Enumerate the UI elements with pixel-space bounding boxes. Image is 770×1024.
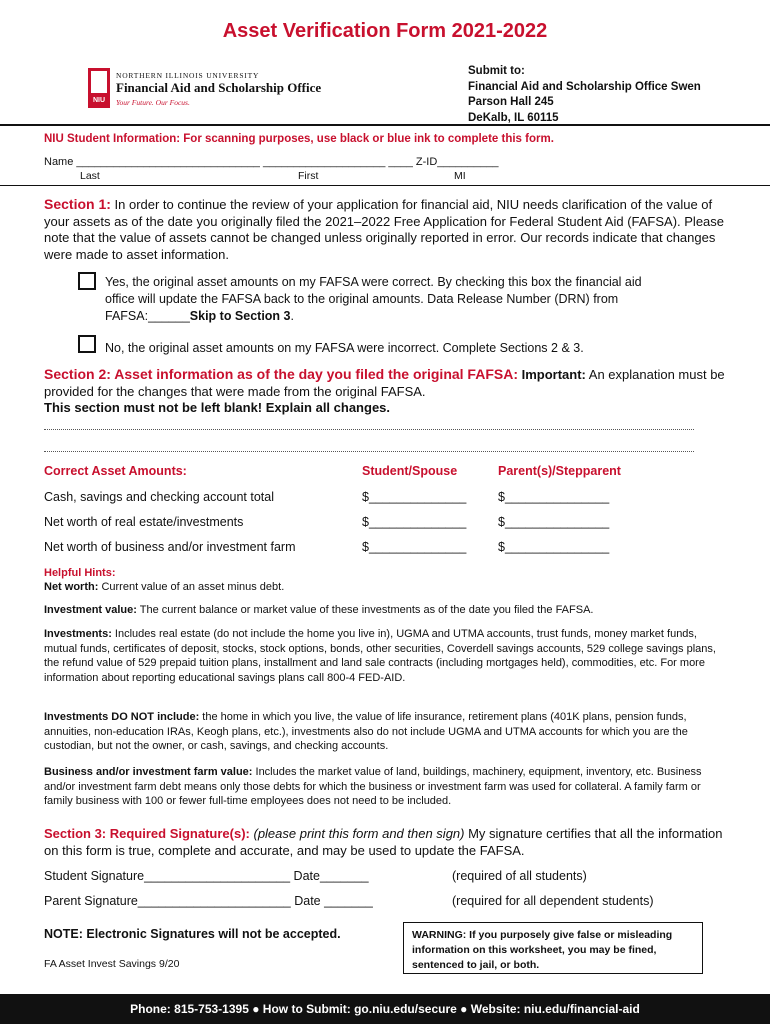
parent-amount-field[interactable]: $_______________ — [498, 515, 610, 529]
submit-to-address: Submit to: Financial Aid and Scholarship Office Swen Parson Hall 245 DeKalb, IL 60115 — [468, 65, 701, 124]
hint-item: Investments DO NOT include: the home in which you live, the value of life insurance, retirement plans (401K plans, pension funds, annuities, non-education IRAs, Keogh plans, etc.), investments also do not include UGMA and UTMA accounts for which you are the custodian, but not the owner, or cash, savings, and checking accounts. — [44, 711, 688, 752]
asset-row-label: Cash, savings and checking account total — [44, 490, 274, 504]
student-info-heading: NIU Student Information: For scanning purposes, use black or blue ink to complete this form. — [44, 133, 554, 145]
niu-logo: NIU NORTHERN ILLINOIS UNIVERSITY Financial Aid and Scholarship Office Your Future. Our Focus. — [88, 68, 348, 110]
student-column-heading: Student/Spouse — [362, 464, 458, 478]
student-signature-note: (required of all students) — [452, 869, 587, 883]
section2-text: Section 2: Asset information as of the day you filed the original FAFSA: Important: An explanation must be provided for the changes that were made from the original FAFSA. This section must not be left blank! Explain all changes. — [44, 366, 725, 415]
student-amount-field[interactable]: $______________ — [362, 490, 467, 504]
first-label: First — [298, 170, 319, 182]
electronic-signature-note: NOTE: Electronic Signatures will not be accepted. — [44, 927, 341, 941]
form-id: FA Asset Invest Savings 9/20 — [44, 958, 180, 970]
parent-column-heading: Parent(s)/Stepparent — [498, 464, 621, 478]
hint-item: Net worth: Current value of an asset minus debt. — [44, 581, 285, 593]
divider — [0, 124, 770, 126]
footer-contact: Phone: 815-753-1395 ● How to Submit: go.niu.edu/secure ● Website: niu.edu/financial-aid — [0, 994, 770, 1024]
hint-item: Business and/or investment farm value: Includes the market value of land, buildings, machinery, equipment, inventory, etc. Business and/or investment farm debt means only those debts for which the business or investment farm was used for collateral. A family farm or family business with 100 or fewer full-time employees does not need to be included. — [44, 766, 702, 807]
parent-signature-note: (required for all dependent students) — [452, 894, 654, 908]
name-field[interactable]: Name ______________________________ ____________________ ____ Z-ID__________ — [44, 156, 499, 168]
divider — [0, 185, 770, 186]
parent-amount-field[interactable]: $_______________ — [498, 490, 610, 504]
last-label: Last — [80, 170, 100, 182]
option-no-text: No, the original asset amounts on my FAFSA were incorrect. Complete Sections 2 & 3. — [105, 341, 584, 355]
explanation-line[interactable] — [44, 450, 694, 452]
parent-amount-field[interactable]: $_______________ — [498, 540, 610, 554]
parent-signature-field[interactable]: Parent Signature______________________ Date _______ — [44, 894, 373, 908]
logo-university: NORTHERN ILLINOIS UNIVERSITY — [116, 71, 260, 80]
asset-row-label: Net worth of business and/or investment farm — [44, 540, 296, 554]
student-signature-field[interactable]: Student Signature_____________________ Date_______ — [44, 869, 369, 883]
explanation-line[interactable] — [44, 428, 694, 430]
logo-office: Financial Aid and Scholarship Office — [116, 80, 322, 95]
correct-amounts-heading: Correct Asset Amounts: — [44, 464, 187, 478]
warning-box: WARNING: If you purposely give false or misleading information on this worksheet, you may be fined, sentenced to jail, or both. — [403, 922, 703, 974]
asset-row-label: Net worth of real estate/investments — [44, 515, 244, 529]
yes-checkbox[interactable] — [78, 272, 96, 290]
section3-text: Section 3: Required Signature(s): (please print this form and then sign) My signature certifies that all the information on this form is true, complete and accurate, and may be used to update the FAFSA. — [44, 826, 723, 858]
option-yes-text: Yes, the original asset amounts on my FAFSA were correct. By checking this box the financial aid office will update the FAFSA back to the original amounts. Data Release Number (DRN) from FAFSA:______Skip to Section 3. — [105, 275, 642, 323]
no-checkbox[interactable] — [78, 335, 96, 353]
student-amount-field[interactable]: $______________ — [362, 515, 467, 529]
logo-tagline: Your Future. Our Focus. — [116, 98, 190, 107]
student-amount-field[interactable]: $______________ — [362, 540, 467, 554]
mi-label: MI — [454, 170, 466, 182]
hint-item: Investments: Includes real estate (do not include the home you live in), UGMA and UTMA accounts, trust funds, money market funds, mutual funds, certificates of deposit, stocks, stock options, bonds, other securities, Coverdell savings accounts, 529 college savings plans, the refund value of 529 prepaid tuition plans, installment and land sale contracts (including mortgages held), commodities, etc. For more information about reporting educational savings plans call 800-4 FED-AID. — [44, 628, 716, 684]
section1-text: Section 1: In order to continue the review of your application for financial aid, NIU needs clarification of the value of your assets as of the date you originally filed the 2021–2022 Free Application for Federal Student Aid (FAFSA). Please note that the value of assets cannot be changed unless originally reported in error. Our records indicate that changes were made to asset information. — [44, 196, 725, 262]
helpful-hints-heading: Helpful Hints: — [44, 567, 116, 579]
page-title: Asset Verification Form 2021-2022 — [222, 20, 548, 42]
hint-item: Investment value: The current balance or market value of these investments as of the date you filed the FAFSA. — [44, 604, 594, 616]
